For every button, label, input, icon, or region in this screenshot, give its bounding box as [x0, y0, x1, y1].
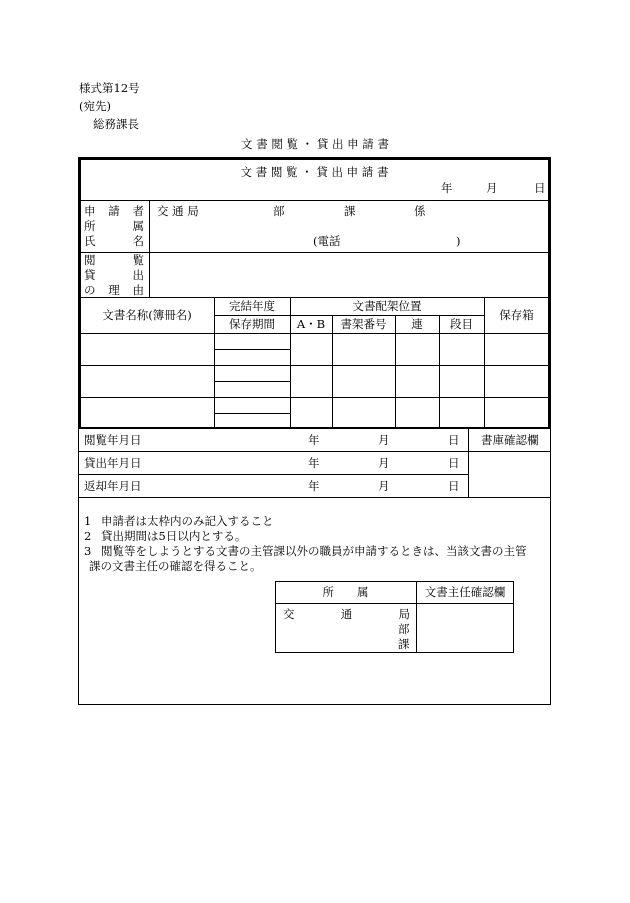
record-month: 月 [378, 456, 390, 470]
date-month-label: 月 [486, 181, 498, 195]
name-label: 氏 名 [84, 234, 144, 248]
addressee-label: (宛先) [79, 99, 111, 113]
confirm-section: 課 [398, 637, 410, 651]
reason-label-line3: の 理 由 [84, 283, 144, 297]
divider [439, 315, 440, 428]
record-month: 月 [378, 433, 390, 447]
addressee: 総務課長 [93, 117, 139, 131]
divider [214, 381, 290, 382]
note-text: 申請者は太枠内のみ記入すること [101, 514, 274, 528]
shelf-number-header: 書架番号 [340, 317, 387, 331]
divider [80, 200, 549, 201]
warehouse-confirm-label: 書庫確認欄 [481, 433, 539, 447]
ren-header: 連 [411, 317, 423, 331]
divider [149, 200, 150, 297]
completion-year-header: 完結年度 [229, 299, 275, 313]
divider [214, 349, 290, 350]
note-continuation: 課の文書主任の確認を得ること。 [89, 559, 262, 573]
record-month: 月 [378, 479, 390, 493]
confirm-department: 部 [398, 622, 410, 636]
note-number: 3 [84, 544, 92, 558]
phone-label: (電話 [313, 234, 341, 248]
reason-label-line1: 閲 覧 [84, 253, 144, 267]
section-label: 課 [344, 204, 356, 218]
unit-label: 係 [414, 204, 426, 218]
shelf-position-header: 文書配架位置 [352, 299, 422, 313]
divider [332, 315, 333, 428]
record-label: 貸出年月日 [84, 456, 142, 470]
reason-label-line2: 貸 出 [84, 268, 144, 282]
divider [395, 315, 396, 428]
divider [468, 429, 469, 497]
record-day: 日 [448, 456, 460, 470]
bureau-label: 交 通 局 [157, 204, 199, 218]
confirm-bureau: 交 通 局 [283, 607, 410, 621]
phone-close: ) [456, 234, 461, 248]
divider [80, 333, 549, 334]
affiliation-header: 所 属 [322, 585, 369, 599]
record-day: 日 [448, 479, 460, 493]
note-text: 貸出期間は5日以内とする。 [101, 529, 247, 543]
record-year: 年 [308, 456, 320, 470]
department-label: 部 [273, 204, 285, 218]
divider [468, 451, 550, 452]
affiliation-label: 所 属 [84, 219, 144, 233]
record-year: 年 [308, 433, 320, 447]
divider [290, 297, 291, 428]
divider [214, 315, 484, 316]
note-text: 閲覧等をしようとする文書の主管課以外の職員が申請するときは、当該文書の主管 [101, 544, 527, 558]
ab-header: A・B [296, 317, 326, 331]
record-label: 閲覧年月日 [84, 433, 142, 447]
divider [79, 474, 468, 475]
form-title: 文 書 閲 覧 ・ 貸 出 申 請 書 [240, 165, 389, 179]
record-label: 返却年月日 [84, 479, 142, 493]
record-year: 年 [308, 479, 320, 493]
record-day: 日 [448, 433, 460, 447]
divider [79, 451, 468, 452]
note-number: 1 [84, 514, 92, 528]
divider [214, 413, 290, 414]
doc-name-header: 文書名称(簿冊名) [102, 308, 192, 322]
note-number: 2 [84, 529, 92, 543]
applicant-label: 申 請 者 [84, 204, 144, 218]
storage-box-header: 保存箱 [499, 308, 534, 322]
date-year-label: 年 [441, 181, 453, 195]
retention-period-header: 保存期間 [229, 317, 275, 331]
manager-confirm-header: 文書主任確認欄 [424, 585, 506, 599]
divider [214, 297, 215, 428]
date-day-label: 日 [534, 181, 546, 195]
divider [80, 397, 549, 398]
tier-header: 段目 [450, 317, 473, 331]
divider [275, 603, 514, 604]
divider [80, 297, 549, 298]
divider [80, 365, 549, 366]
form-number: 様式第12号 [79, 81, 140, 95]
document-title: 文 書 閲 覧 ・ 貸 出 申 請 書 [241, 137, 389, 151]
divider [80, 252, 549, 253]
divider [79, 497, 550, 498]
